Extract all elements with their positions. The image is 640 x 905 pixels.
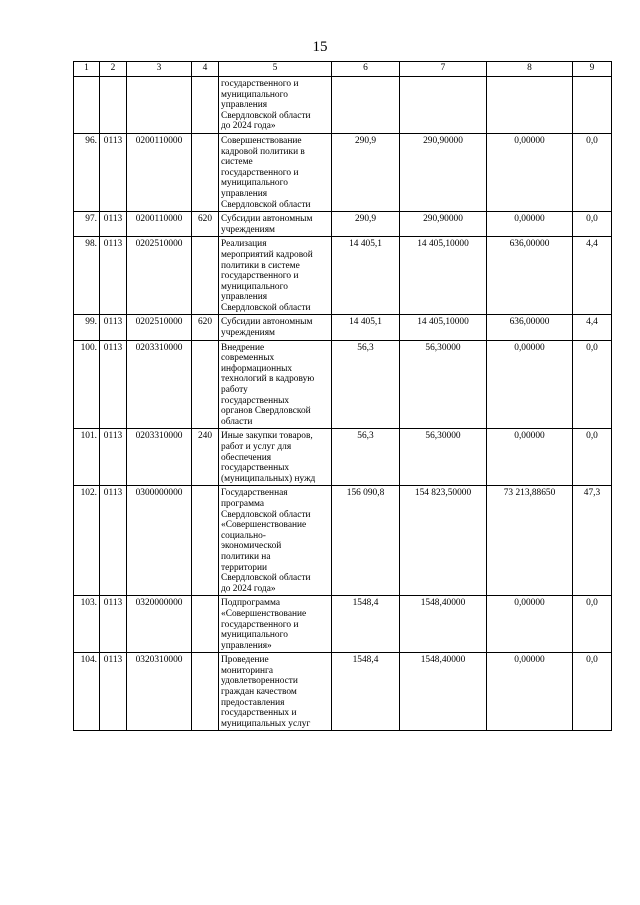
percent-cell bbox=[573, 77, 612, 134]
name-line: государственных bbox=[221, 395, 290, 406]
target-article-cell: 0300000000 bbox=[127, 486, 192, 596]
name-cell bbox=[219, 237, 332, 315]
target-article-cell: 0320000000 bbox=[127, 596, 192, 653]
value-col7-cell: 14 405,10000 bbox=[400, 315, 487, 340]
name-line: государственных bbox=[221, 463, 290, 474]
section-code-cell: 0113 bbox=[100, 429, 127, 486]
section-code-cell: 0113 bbox=[100, 133, 127, 211]
page-number: 15 bbox=[312, 39, 328, 55]
name-line: управления bbox=[221, 292, 268, 303]
name-line: Подпрограмма bbox=[221, 598, 281, 609]
expense-type-cell: 240 bbox=[192, 429, 219, 486]
name-line: работ и услуг для bbox=[221, 442, 292, 452]
name-line: Иные закупки товаров, bbox=[221, 431, 313, 442]
value-col7-cell: 1548,40000 bbox=[400, 596, 487, 653]
name-line: системе bbox=[221, 157, 253, 168]
row-number-cell bbox=[74, 77, 100, 134]
table-row bbox=[74, 212, 612, 237]
value-col7-cell bbox=[400, 77, 487, 134]
value-col6-cell bbox=[332, 77, 400, 134]
name-line: Свердловской области bbox=[221, 199, 311, 210]
table-row bbox=[74, 596, 612, 653]
section-code-cell: 0113 bbox=[100, 315, 127, 340]
target-article-cell: 0200110000 bbox=[127, 212, 192, 237]
target-article-cell: 0202510000 bbox=[127, 237, 192, 315]
section-code-cell: 0113 bbox=[100, 237, 127, 315]
header-cell: 3 bbox=[127, 62, 192, 77]
name-line: области bbox=[221, 416, 253, 427]
row-number-cell: 102. bbox=[74, 486, 100, 596]
target-article-cell bbox=[127, 77, 192, 134]
row-number-cell: 104. bbox=[74, 653, 100, 731]
name-line: Субсидии автономным bbox=[221, 317, 313, 328]
name-line: Свердловской области bbox=[221, 509, 311, 520]
section-code-cell: 0113 bbox=[100, 596, 127, 653]
value-col7-cell: 56,30000 bbox=[400, 340, 487, 429]
row-number-cell: 98. bbox=[74, 237, 100, 315]
name-line: органов Свердловской bbox=[221, 406, 311, 417]
value-col6-cell: 14 405,1 bbox=[332, 315, 400, 340]
name-line: Свердловской области bbox=[221, 573, 311, 584]
name-line: Субсидии автономным bbox=[221, 214, 313, 225]
section-code-cell bbox=[100, 77, 127, 134]
value-col7-cell: 56,30000 bbox=[400, 429, 487, 486]
name-line: Реализация bbox=[221, 239, 267, 250]
name-cell bbox=[219, 212, 332, 237]
name-line: «Совершенствование bbox=[221, 520, 307, 531]
value-col6-cell: 290,9 bbox=[332, 212, 400, 237]
row-number-cell: 99. bbox=[74, 315, 100, 340]
value-col7-cell: 290,90000 bbox=[400, 133, 487, 211]
name-line: работу bbox=[221, 385, 248, 396]
name-line: социально- bbox=[221, 530, 266, 541]
value-col7-cell: 154 823,50000 bbox=[400, 486, 487, 596]
section-code-cell: 0113 bbox=[100, 653, 127, 731]
table-row bbox=[74, 315, 612, 340]
name-line: экономической bbox=[221, 541, 282, 552]
value-col8-cell: 636,00000 bbox=[487, 237, 573, 315]
row-number-cell: 97. bbox=[74, 212, 100, 237]
name-line: современных bbox=[221, 353, 275, 364]
name-line: мероприятий кадровой bbox=[221, 249, 313, 260]
value-col8-cell: 0,00000 bbox=[487, 429, 573, 486]
name-line: программа bbox=[221, 498, 265, 509]
name-line: муниципального bbox=[221, 630, 288, 641]
name-cell bbox=[219, 653, 332, 731]
row-number-cell: 96. bbox=[74, 133, 100, 211]
header-cell: 7 bbox=[400, 62, 487, 77]
name-line: Свердловской области bbox=[221, 110, 311, 121]
name-line: Государственная bbox=[221, 488, 288, 499]
value-col8-cell: 0,00000 bbox=[487, 340, 573, 429]
value-col6-cell: 156 090,8 bbox=[332, 486, 400, 596]
table-row bbox=[74, 653, 612, 731]
percent-cell: 0,0 bbox=[573, 133, 612, 211]
value-col8-cell: 636,00000 bbox=[487, 315, 573, 340]
target-article-cell: 0320310000 bbox=[127, 653, 192, 731]
value-col8-cell bbox=[487, 77, 573, 134]
budget-table bbox=[73, 61, 612, 731]
name-cell bbox=[219, 486, 332, 596]
name-line: управления bbox=[221, 188, 268, 199]
name-cell bbox=[219, 77, 332, 134]
section-code-cell: 0113 bbox=[100, 486, 127, 596]
percent-cell: 0,0 bbox=[573, 340, 612, 429]
table-row bbox=[74, 237, 612, 315]
name-line: муниципальных услуг bbox=[221, 718, 311, 729]
value-col7-cell: 290,90000 bbox=[400, 212, 487, 237]
value-col6-cell: 290,9 bbox=[332, 133, 400, 211]
value-col8-cell: 0,00000 bbox=[487, 653, 573, 731]
header-cell: 4 bbox=[192, 62, 219, 77]
value-col8-cell: 0,00000 bbox=[487, 596, 573, 653]
table-row bbox=[74, 429, 612, 486]
name-line: информационных bbox=[221, 363, 293, 374]
value-col6-cell: 14 405,1 bbox=[332, 237, 400, 315]
name-line: государственного и bbox=[221, 79, 299, 89]
value-col6-cell: 1548,4 bbox=[332, 653, 400, 731]
expense-type-cell bbox=[192, 596, 219, 653]
row-number-cell: 103. bbox=[74, 596, 100, 653]
name-line: учреждениям bbox=[221, 328, 275, 339]
name-line: «Совершенствование bbox=[221, 608, 307, 619]
percent-cell: 0,0 bbox=[573, 653, 612, 731]
value-col7-cell: 14 405,10000 bbox=[400, 237, 487, 315]
percent-cell: 47,3 bbox=[573, 486, 612, 596]
name-line: предоставления bbox=[221, 697, 285, 708]
value-col6-cell: 1548,4 bbox=[332, 596, 400, 653]
name-line: политики в системе bbox=[221, 260, 300, 271]
expense-type-cell bbox=[192, 486, 219, 596]
expense-type-cell bbox=[192, 340, 219, 429]
section-code-cell: 0113 bbox=[100, 340, 127, 429]
name-line: обеспечения bbox=[221, 452, 272, 463]
table-body bbox=[74, 77, 612, 731]
target-article-cell: 0203310000 bbox=[127, 429, 192, 486]
name-line: до 2024 года» bbox=[221, 583, 276, 594]
name-cell bbox=[219, 315, 332, 340]
table-row bbox=[74, 133, 612, 211]
percent-cell: 0,0 bbox=[573, 429, 612, 486]
name-line: муниципального bbox=[221, 89, 288, 100]
name-line: кадровой политики в bbox=[221, 146, 305, 157]
header-cell: 6 bbox=[332, 62, 400, 77]
header-cell: 1 bbox=[74, 62, 100, 77]
name-line: Проведение bbox=[221, 655, 269, 666]
percent-cell: 4,4 bbox=[573, 315, 612, 340]
value-col7-cell: 1548,40000 bbox=[400, 653, 487, 731]
row-number-cell: 101. bbox=[74, 429, 100, 486]
value-col8-cell: 0,00000 bbox=[487, 212, 573, 237]
name-line: учреждениям bbox=[221, 224, 275, 235]
name-line: Внедрение bbox=[221, 342, 265, 353]
name-line: государственного и bbox=[221, 271, 299, 282]
expense-type-cell: 620 bbox=[192, 315, 219, 340]
expense-type-cell bbox=[192, 133, 219, 211]
table-row bbox=[74, 77, 612, 134]
table-header-row bbox=[74, 62, 612, 77]
name-line: государственных и bbox=[221, 708, 297, 719]
name-line: до 2024 года» bbox=[221, 121, 276, 132]
name-line: управления» bbox=[221, 640, 272, 651]
target-article-cell: 0202510000 bbox=[127, 315, 192, 340]
name-line: Свердловской области bbox=[221, 302, 311, 313]
name-line: (муниципальных) нужд bbox=[221, 473, 316, 484]
header-cell: 2 bbox=[100, 62, 127, 77]
name-cell bbox=[219, 429, 332, 486]
name-cell bbox=[219, 133, 332, 211]
value-col8-cell: 73 213,88650 bbox=[487, 486, 573, 596]
name-line: государственного и bbox=[221, 167, 299, 178]
header-cell: 5 bbox=[219, 62, 332, 77]
name-cell bbox=[219, 596, 332, 653]
target-article-cell: 0203310000 bbox=[127, 340, 192, 429]
name-line: территории bbox=[221, 562, 268, 573]
name-line: технологий в кадровую bbox=[221, 374, 315, 385]
table-row bbox=[74, 340, 612, 429]
name-line: государственного и bbox=[221, 619, 299, 630]
row-number-cell: 100. bbox=[74, 340, 100, 429]
name-line: граждан качеством bbox=[221, 687, 297, 698]
header-cell: 9 bbox=[573, 62, 612, 77]
name-line: мониторинга bbox=[221, 665, 274, 676]
name-line: политики на bbox=[221, 551, 271, 562]
percent-cell: 4,4 bbox=[573, 237, 612, 315]
target-article-cell: 0200110000 bbox=[127, 133, 192, 211]
table-row bbox=[74, 486, 612, 596]
expense-type-cell: 620 bbox=[192, 212, 219, 237]
percent-cell: 0,0 bbox=[573, 596, 612, 653]
section-code-cell: 0113 bbox=[100, 212, 127, 237]
name-cell bbox=[219, 340, 332, 429]
name-line: удовлетворенности bbox=[221, 676, 298, 687]
percent-cell: 0,0 bbox=[573, 212, 612, 237]
expense-type-cell bbox=[192, 653, 219, 731]
expense-type-cell bbox=[192, 77, 219, 134]
expense-type-cell bbox=[192, 237, 219, 315]
name-line: Совершенствование bbox=[221, 135, 302, 146]
value-col6-cell: 56,3 bbox=[332, 340, 400, 429]
name-line: муниципального bbox=[221, 281, 288, 292]
name-line: муниципального bbox=[221, 178, 288, 189]
name-line: управления bbox=[221, 100, 268, 111]
header-cell: 8 bbox=[487, 62, 573, 77]
value-col6-cell: 56,3 bbox=[332, 429, 400, 486]
value-col8-cell: 0,00000 bbox=[487, 133, 573, 211]
